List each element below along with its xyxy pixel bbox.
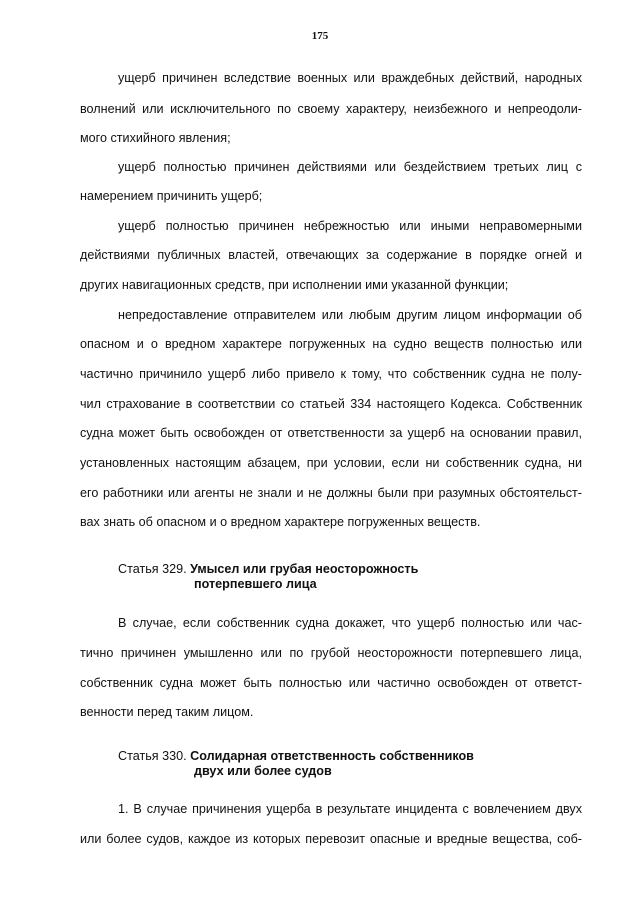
paragraph-line: В случае, если собственник судна докажет, что ущерб полностью или час- (118, 616, 582, 630)
paragraph-line: волнений или исключительного по своему характеру, неизбежного и непреодоли- (80, 102, 582, 116)
paragraph-line: или более судов, каждое из которых перевозит опасные и вредные вещества, соб- (80, 832, 582, 846)
paragraph-line: вах знать об опасном и о вредном характере погруженных веществ. (80, 515, 481, 529)
paragraph-line: его работники или агенты не знали и не должны были при разумных обстоятельст- (80, 486, 582, 500)
paragraph-line: тично причинен умышленно или по грубой неосторожности потерпевшего лица, (80, 646, 582, 660)
paragraph-line: 1. В случае причинения ущерба в результате инцидента с вовлечением двух (118, 802, 582, 816)
paragraph-line: других навигационных средств, при исполнении ими указанной функции; (80, 278, 509, 292)
paragraph-line: собственник судна может быть полностью или частично освобожден от ответст- (80, 676, 582, 690)
paragraph-line: венности перед таким лицом. (80, 705, 254, 719)
article-329-heading (118, 561, 418, 577)
paragraph-line: мого стихийного явления; (80, 131, 231, 145)
paragraph-line: намерением причинить ущерб; (80, 189, 263, 203)
paragraph-line: судна может быть освобожден от ответственности за ущерб на основании правил, (80, 426, 582, 440)
paragraph-line: ущерб причинен вследствие военных или враждебных действий, народных (118, 71, 582, 85)
paragraph-line: ущерб полностью причинен небрежностью или иными неправомерными (118, 219, 582, 233)
article-329-title-cont (194, 576, 317, 592)
article-330-title: Солидарная ответственность собственников (190, 749, 474, 763)
article-330-title-cont (194, 763, 332, 779)
paragraph-line: частично причинило ущерб либо привело к тому, что собственник судна не полу- (80, 367, 582, 381)
article-329-title: Умысел или грубая неосторожность (190, 562, 419, 576)
article-330-title-line2: двух или более судов (194, 764, 332, 778)
paragraph-line: непредоставление отправителем или любым другим лицом информации об (118, 308, 582, 322)
paragraph-line: опасном и о вредном характере погруженных на судно веществ полностью или (80, 337, 582, 351)
paragraph-line: действиями публичных властей, отвечающих за содержание в порядке огней и (80, 248, 582, 262)
article-330-prefix: Статья 330. (118, 749, 187, 763)
article-330-heading (118, 748, 474, 764)
page-number: 175 (311, 30, 329, 42)
paragraph-line: установленных настоящим абзацем, при условии, если ни собственник судна, ни (80, 456, 582, 470)
paragraph-line: чил страхование в соответствии со статьей 334 настоящего Кодекса. Собственник (80, 397, 582, 411)
article-329-title-line2: потерпевшего лица (194, 577, 317, 591)
paragraph-line: ущерб полностью причинен действиями или бездействием третьих лиц с (118, 160, 582, 174)
article-329-prefix: Статья 329. (118, 562, 187, 576)
